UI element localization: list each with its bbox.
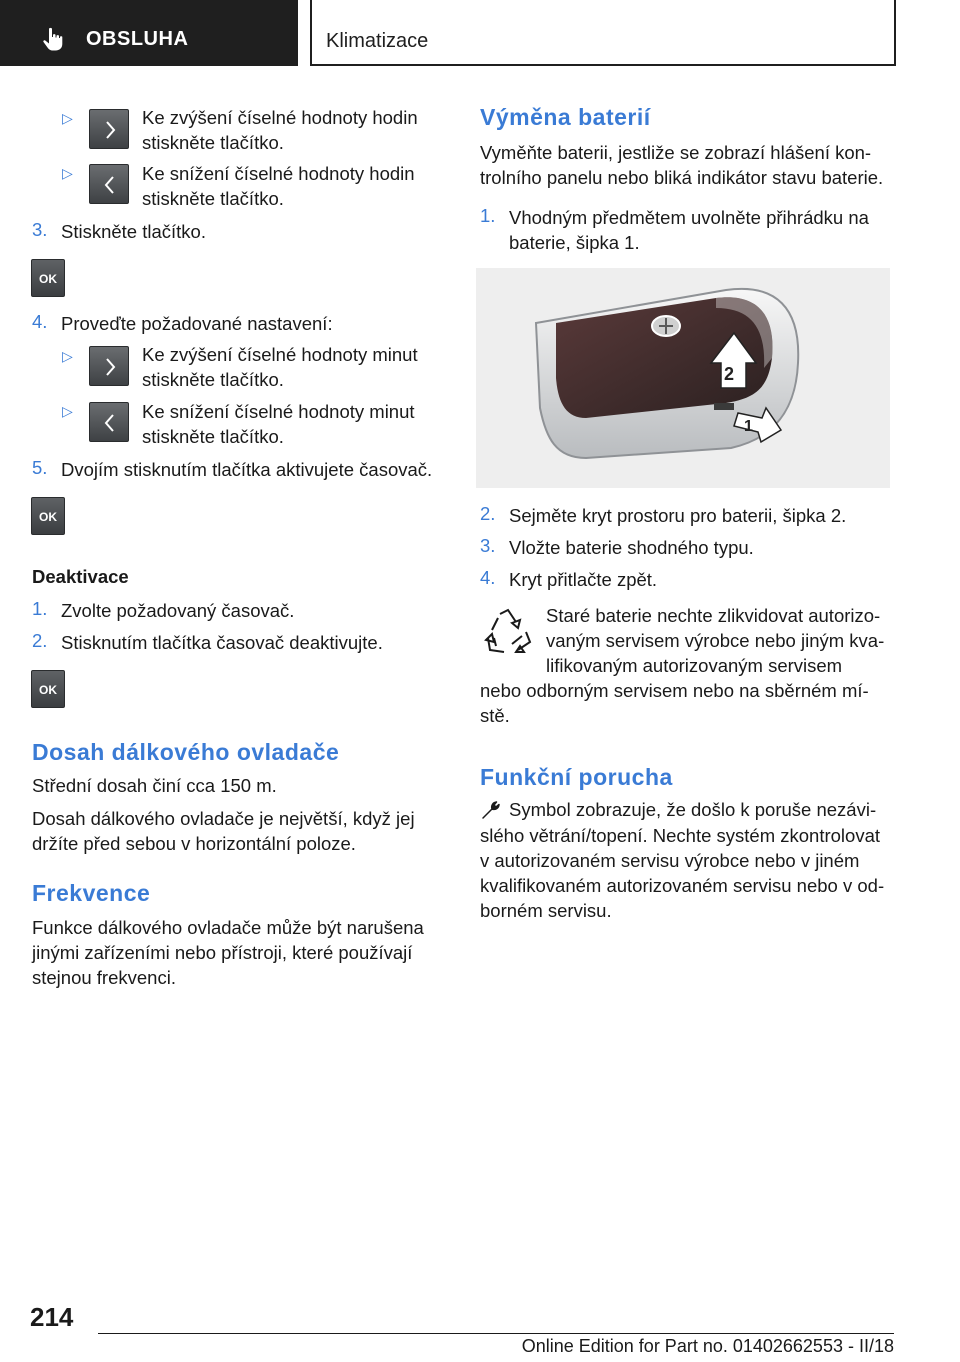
step-number: 1. bbox=[32, 598, 48, 619]
range-heading: Dosah dálkového ovladače bbox=[32, 739, 340, 765]
minute-down-text: Ke snížení číselné hodnoty minut stiskněte tlačítko. bbox=[142, 401, 415, 447]
ok-button-icon: OK bbox=[31, 497, 65, 535]
hand-icon bbox=[40, 26, 66, 52]
wrench-icon bbox=[480, 799, 502, 821]
fault-line-1: Symbol zobrazuje, že došlo k poruše nezávi- bbox=[509, 799, 877, 820]
arrow-right-button-icon bbox=[89, 109, 129, 149]
recycle-line-4: nebo odborným servisem nebo na sběrném mí- bbox=[480, 680, 869, 701]
step-text: Stiskněte tlačítko. bbox=[61, 221, 206, 242]
range-paragraph-1: Střední dosah činí cca 150 m. bbox=[32, 775, 277, 796]
step-number: 4. bbox=[480, 567, 496, 588]
fault-line-5: borném servisu. bbox=[480, 900, 612, 921]
step-text: Vložte baterie shodného typu. bbox=[509, 537, 754, 558]
step-text: Dvojím stisknutím tlačítka aktivujete časovač. bbox=[61, 459, 433, 480]
hour-down-text: Ke snížení číselné hodnoty hodin stiskněte tlačítko. bbox=[142, 163, 415, 209]
arrow-left-button-icon bbox=[89, 402, 129, 442]
recycle-icon bbox=[482, 606, 534, 658]
frequency-line-1: Funkce dálkového ovladače může být narušena bbox=[32, 917, 424, 938]
page-number: 214 bbox=[30, 1302, 74, 1332]
step-text: Stisknutím tlačítka časovač deaktivujte. bbox=[61, 632, 383, 653]
step-number: 4. bbox=[32, 311, 48, 332]
edition-text: Online Edition for Part no. 01402662553 - II/18 bbox=[521, 1336, 894, 1356]
step-text: baterie, šipka 1. bbox=[509, 232, 640, 253]
fault-line-2: slého větrání/topení. Nechte systém zkontrolovat bbox=[480, 825, 881, 846]
step-number: 3. bbox=[480, 535, 496, 556]
recycle-line-3: lifikovaným autorizovaným servisem bbox=[546, 655, 843, 676]
hour-up-text: Ke zvýšení číselné hodnoty hodin stiskněte tlačítko. bbox=[142, 107, 418, 153]
ok-button-icon: OK bbox=[31, 670, 65, 708]
battery-intro-line-1: Vyměňte baterii, jestliže se zobrazí hlášení kon- bbox=[480, 142, 872, 163]
frequency-line-2: jinými zařízeními nebo přístroji, které používají bbox=[32, 942, 413, 963]
fault-heading: Funkční porucha bbox=[480, 764, 673, 790]
step-text: Proveďte požadované nastavení: bbox=[61, 313, 333, 334]
step-number: 3. bbox=[32, 219, 48, 240]
range-paragraph-2-line-1: Dosah dálkového ovladače je největší, když jej bbox=[32, 808, 415, 829]
bullet-triangle-icon: ▷ bbox=[62, 348, 73, 364]
step-number: 1. bbox=[480, 205, 496, 226]
range-paragraph-2-line-2: držíte před sebou v horizontální poloze. bbox=[32, 833, 356, 854]
bullet-triangle-icon: ▷ bbox=[62, 403, 73, 419]
step-number: 2. bbox=[480, 503, 496, 524]
step-text: Zvolte požadovaný časovač. bbox=[61, 600, 295, 621]
arrow-2-label: 2 bbox=[724, 364, 735, 384]
step-number: 5. bbox=[32, 457, 48, 478]
fault-line-3: v autorizovaném servisu výrobce nebo v jiném bbox=[480, 850, 860, 871]
arrow-right-button-icon bbox=[89, 346, 129, 386]
battery-intro-line-2: trolního panelu nebo bliká indikátor stavu baterie. bbox=[480, 167, 884, 188]
step-text: Sejměte kryt prostoru pro baterii, šipka 2. bbox=[509, 505, 847, 526]
step-text: Vhodným předmětem uvolněte přihrádku na bbox=[509, 207, 869, 228]
battery-heading: Výměna baterií bbox=[480, 104, 651, 130]
deactivation-heading: Deaktivace bbox=[32, 566, 129, 587]
step-text: Kryt přitlačte zpět. bbox=[509, 569, 658, 590]
page-header bbox=[0, 0, 960, 66]
footer-divider bbox=[98, 1333, 894, 1334]
section-tab bbox=[310, 0, 896, 66]
recycle-line-2: vaným servisem výrobce nebo jiným kva- bbox=[546, 630, 885, 651]
chapter-title: OBSLUHA bbox=[86, 28, 189, 50]
recycle-line-5: stě. bbox=[480, 705, 510, 726]
bullet-triangle-icon: ▷ bbox=[62, 165, 73, 181]
frequency-line-3: stejnou frekvenci. bbox=[32, 967, 176, 988]
key-battery-illustration bbox=[476, 268, 890, 488]
section-title: Klimatizace bbox=[326, 30, 429, 52]
fault-line-4: kvalifikovaném autorizovaném servisu nebo v od- bbox=[480, 875, 885, 896]
arrow-left-button-icon bbox=[89, 164, 129, 204]
chapter-tab bbox=[0, 0, 298, 66]
frequency-heading: Frekvence bbox=[32, 880, 151, 906]
minute-up-text: Ke zvýšení číselné hodnoty minut stiskněte tlačítko. bbox=[142, 344, 418, 390]
recycle-line-1: Staré baterie nechte zlikvidovat autorizo- bbox=[546, 605, 881, 626]
ok-button-icon: OK bbox=[31, 259, 65, 297]
step-number: 2. bbox=[32, 630, 48, 651]
bullet-triangle-icon: ▷ bbox=[62, 110, 73, 126]
arrow-1-label: 1 bbox=[744, 418, 753, 435]
